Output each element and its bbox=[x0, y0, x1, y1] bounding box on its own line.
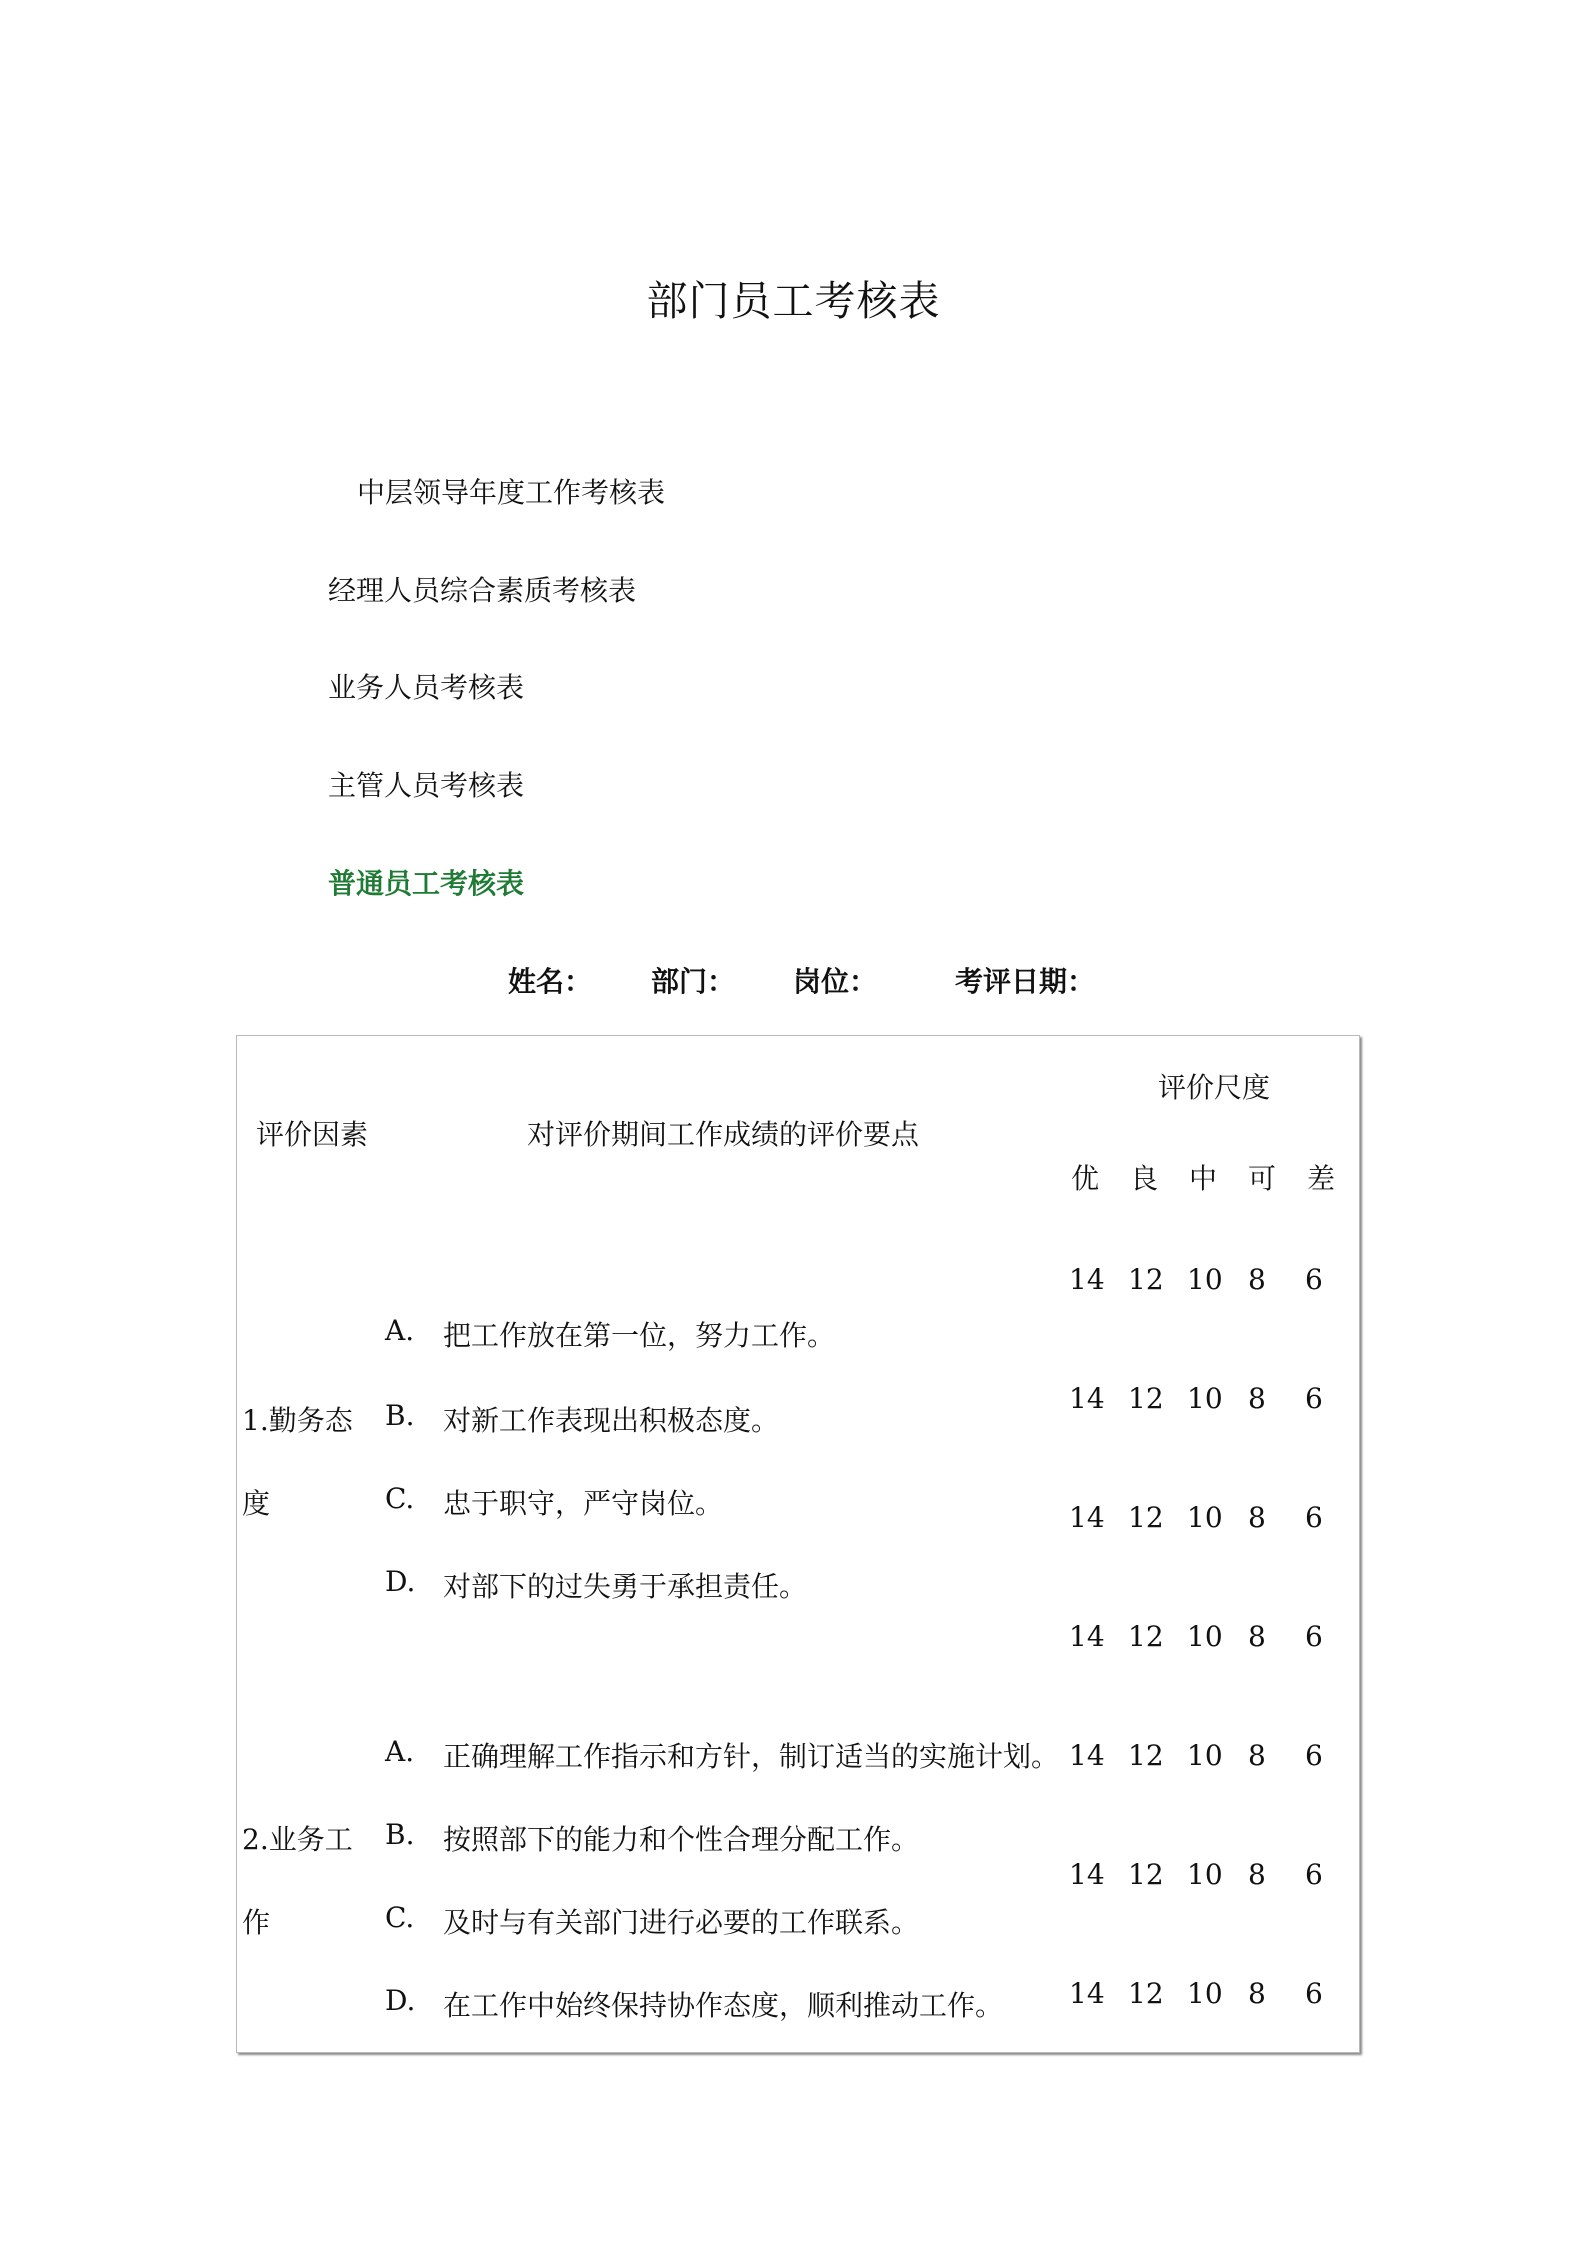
score-row-6-good: 12 bbox=[1128, 1858, 1164, 1891]
score-row-5-poor: 6 bbox=[1305, 1739, 1323, 1772]
link-manager-quality[interactable]: 经理人员综合素质考核表 bbox=[328, 574, 637, 607]
score-row-3-average: 10 bbox=[1187, 1501, 1223, 1534]
score-row-3-fair: 8 bbox=[1248, 1501, 1266, 1534]
item-1c-text: 忠于职守，严守岗位。 bbox=[443, 1487, 724, 1520]
header-points: 对评价期间工作成绩的评价要点 bbox=[527, 1118, 920, 1151]
score-row-1-good: 12 bbox=[1128, 1263, 1164, 1296]
item-2b-letter: B. bbox=[385, 1818, 415, 1851]
score-row-5-fair: 8 bbox=[1248, 1739, 1266, 1772]
factor-2-line2: 作 bbox=[242, 1906, 271, 1939]
score-row-2-average: 10 bbox=[1187, 1382, 1223, 1415]
score-row-7-good: 12 bbox=[1128, 1977, 1164, 2010]
score-row-2-poor: 6 bbox=[1305, 1382, 1323, 1415]
score-row-4-excellent: 14 bbox=[1069, 1620, 1105, 1653]
score-row-7-excellent: 14 bbox=[1069, 1977, 1105, 2010]
item-1b-text: 对新工作表现出积极态度。 bbox=[443, 1404, 780, 1437]
score-row-3-good: 12 bbox=[1128, 1501, 1164, 1534]
score-row-2-good: 12 bbox=[1128, 1382, 1164, 1415]
item-2a-letter: A. bbox=[385, 1735, 415, 1768]
header-grade-poor: 差 bbox=[1307, 1162, 1336, 1195]
header-grade-good: 良 bbox=[1130, 1162, 1159, 1195]
header-grade-fair: 可 bbox=[1248, 1162, 1277, 1195]
header-factor: 评价因素 bbox=[256, 1118, 369, 1151]
score-row-4-average: 10 bbox=[1187, 1620, 1223, 1653]
score-row-6-poor: 6 bbox=[1305, 1858, 1323, 1891]
factor-1-line2: 度 bbox=[242, 1487, 271, 1520]
item-1c-letter: C. bbox=[385, 1482, 415, 1515]
item-2c-text: 及时与有关部门进行必要的工作联系。 bbox=[443, 1906, 920, 1939]
item-1d-letter: D. bbox=[385, 1565, 416, 1598]
link-sales-staff[interactable]: 业务人员考核表 bbox=[328, 671, 525, 704]
item-2a-text: 正确理解工作指示和方针，制订适当的实施计划。 bbox=[443, 1740, 1060, 1773]
department-label: 部门： bbox=[651, 965, 736, 998]
score-row-2-excellent: 14 bbox=[1069, 1382, 1105, 1415]
score-row-3-poor: 6 bbox=[1305, 1501, 1323, 1534]
score-row-7-fair: 8 bbox=[1248, 1977, 1266, 2010]
score-row-5-excellent: 14 bbox=[1069, 1739, 1105, 1772]
score-row-6-excellent: 14 bbox=[1069, 1858, 1105, 1891]
evaluation-table bbox=[236, 1035, 1360, 2053]
score-row-3-excellent: 14 bbox=[1069, 1501, 1105, 1534]
link-supervisor[interactable]: 主管人员考核表 bbox=[328, 769, 525, 802]
score-row-2-fair: 8 bbox=[1248, 1382, 1266, 1415]
score-row-4-fair: 8 bbox=[1248, 1620, 1266, 1653]
header-grade-excellent: 优 bbox=[1071, 1162, 1100, 1195]
link-regular-staff[interactable]: 普通员工考核表 bbox=[328, 867, 525, 900]
item-2c-letter: C. bbox=[385, 1901, 415, 1934]
score-row-7-average: 10 bbox=[1187, 1977, 1223, 2010]
item-2d-letter: D. bbox=[385, 1984, 416, 2017]
score-row-6-average: 10 bbox=[1187, 1858, 1223, 1891]
score-row-1-average: 10 bbox=[1187, 1263, 1223, 1296]
score-row-5-good: 12 bbox=[1128, 1739, 1164, 1772]
score-row-1-excellent: 14 bbox=[1069, 1263, 1105, 1296]
header-grade-average: 中 bbox=[1189, 1162, 1218, 1195]
score-row-4-good: 12 bbox=[1128, 1620, 1164, 1653]
score-row-1-fair: 8 bbox=[1248, 1263, 1266, 1296]
page-title: 部门员工考核表 bbox=[646, 277, 941, 325]
score-row-6-fair: 8 bbox=[1248, 1858, 1266, 1891]
factor-1-line1: 1.勤务态 bbox=[242, 1404, 353, 1437]
score-row-4-poor: 6 bbox=[1305, 1620, 1323, 1653]
factor-2-line1: 2.业务工 bbox=[242, 1823, 353, 1856]
header-scale: 评价尺度 bbox=[1158, 1071, 1271, 1104]
name-label: 姓名： bbox=[508, 965, 593, 998]
score-row-1-poor: 6 bbox=[1305, 1263, 1323, 1296]
score-row-5-average: 10 bbox=[1187, 1739, 1223, 1772]
item-2d-text: 在工作中始终保持协作态度，顺利推动工作。 bbox=[443, 1989, 1004, 2022]
position-label: 岗位： bbox=[793, 965, 878, 998]
link-middle-leader-annual[interactable]: 中层领导年度工作考核表 bbox=[357, 476, 666, 509]
item-2b-text: 按照部下的能力和个性合理分配工作。 bbox=[443, 1823, 920, 1856]
item-1a-letter: A. bbox=[385, 1314, 415, 1347]
item-1d-text: 对部下的过失勇于承担责任。 bbox=[443, 1570, 808, 1603]
evaluation-date-label: 考评日期： bbox=[955, 965, 1096, 998]
score-row-7-poor: 6 bbox=[1305, 1977, 1323, 2010]
item-1a-text: 把工作放在第一位，努力工作。 bbox=[443, 1319, 836, 1352]
item-1b-letter: B. bbox=[385, 1399, 415, 1432]
